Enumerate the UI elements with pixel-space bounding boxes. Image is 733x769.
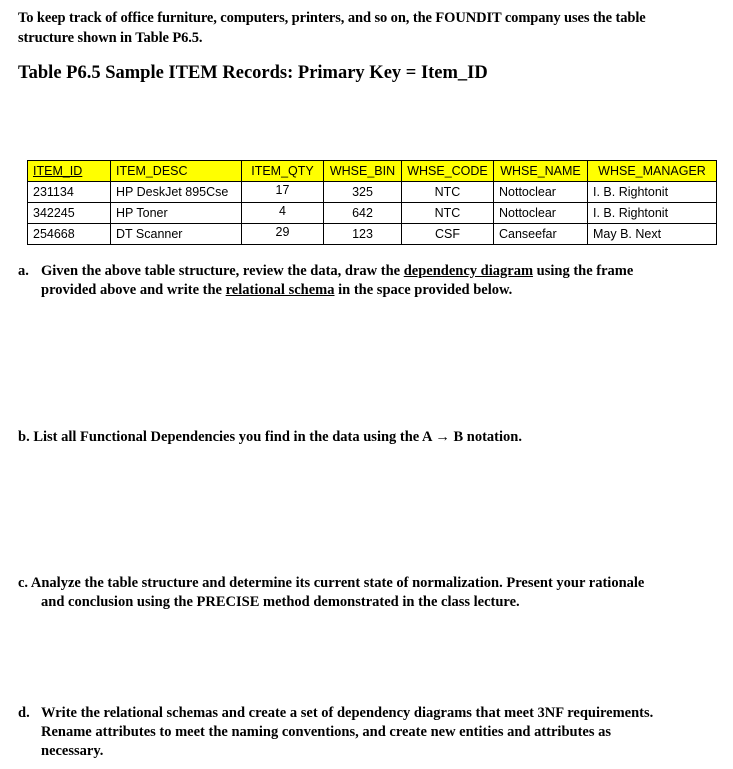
cell-whse-bin: 123 [324,224,402,245]
intro-line-2: structure shown in Table P6.5. [18,30,203,46]
cell-item-id: 254668 [28,224,111,245]
intro-paragraph [18,8,718,48]
cell-whse-bin: 642 [324,203,402,224]
cell-item-desc: DT Scanner [111,224,242,245]
table-row [28,182,717,203]
cell-item-id: 231134 [28,182,111,203]
question-a-label: a. [18,263,29,279]
cell-whse-code: CSF [402,224,494,245]
relational-schema-term: relational schema [225,282,335,298]
header-item-id: ITEM_ID [28,161,111,182]
cell-item-desc: HP DeskJet 895Cse [111,182,242,203]
question-d-label: d. [18,705,30,721]
question-a-text-1: Given the above table structure, review the data, draw the [41,263,404,279]
item-records-table [27,160,717,245]
question-a-text-4: in the space provided below. [334,282,513,298]
cell-whse-manager: May B. Next [588,224,717,245]
question-d [18,704,718,761]
table-row [28,203,717,224]
table-header-row [28,161,717,182]
header-item-desc: ITEM_DESC [111,161,242,182]
cell-item-desc: HP Toner [111,203,242,224]
dependency-diagram-term: dependency diagram [403,263,534,279]
table-row [28,224,717,245]
question-a-text-3: provided above and write the [41,282,226,298]
cell-whse-code: NTC [402,182,494,203]
cell-item-id: 342245 [28,203,111,224]
header-whse-code: WHSE_CODE [402,161,494,182]
question-c-line-1: c. Analyze the table structure and determine its current state of normalization. Present your rationale [18,575,645,591]
cell-whse-name: Nottoclear [494,203,588,224]
cell-item-qty: 29 [242,224,324,245]
question-a-text-2: using the frame [533,263,634,279]
cell-whse-code: NTC [402,203,494,224]
intro-line-1: To keep track of office furniture, computers, printers, and so on, the FOUNDIT company uses the table [18,10,646,26]
cell-item-qty: 17 [242,182,324,203]
question-d-line-3: necessary. [41,743,104,759]
header-whse-bin: WHSE_BIN [324,161,402,182]
question-d-line-2: Rename attributes to meet the naming conventions, and create new entities and attributes as [41,724,612,740]
table-title: Table P6.5 Sample ITEM Records: Primary Key = Item_ID [18,63,488,83]
cell-whse-name: Canseefar [494,224,588,245]
question-d-line-1: Write the relational schemas and create a set of dependency diagrams that meet 3NF requirements. [41,705,654,721]
question-a [18,262,718,300]
question-c-line-2: and conclusion using the PRECISE method demonstrated in the class lecture. [41,594,520,610]
header-whse-manager: WHSE_MANAGER [588,161,717,182]
header-whse-name: WHSE_NAME [494,161,588,182]
question-b [18,428,718,447]
cell-whse-bin: 325 [324,182,402,203]
cell-whse-manager: I. B. Rightonit [588,182,717,203]
question-c [18,574,718,612]
header-item-qty: ITEM_QTY [242,161,324,182]
cell-whse-name: Nottoclear [494,182,588,203]
cell-item-qty: 4 [242,203,324,224]
cell-whse-manager: I. B. Rightonit [588,203,717,224]
question-b-text: b. List all Functional Dependencies you find in the data using the A → B notation. [18,429,522,445]
